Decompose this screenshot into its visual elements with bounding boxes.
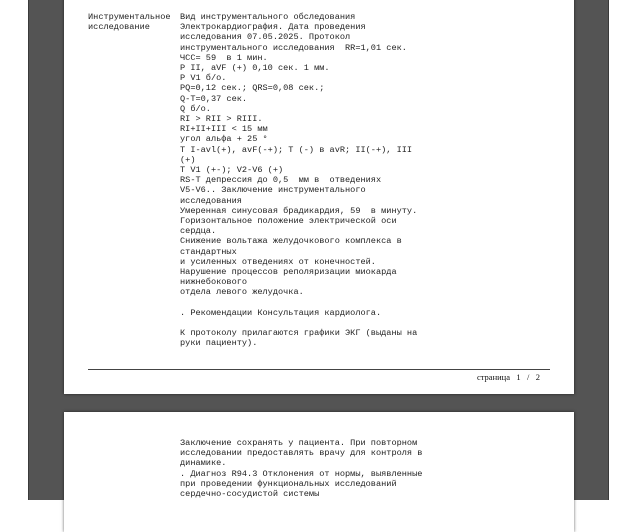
footer-divider — [88, 369, 550, 370]
text-line: нижнебокового — [180, 277, 248, 288]
section-label — [88, 12, 180, 32]
text-line — [180, 318, 420, 328]
text-line: Нарушение процессов реполяризации миокарда — [180, 267, 397, 278]
text-line: . Рекомендации Консультация кардиолога. — [180, 307, 382, 318]
text-line: сердечно-сосудистой системы — [180, 489, 320, 500]
text-line: PQ=0,12 сек.; QRS=0,08 сек.; — [180, 83, 325, 94]
text-line: исследовании предоставлять врачу для контроля в — [180, 448, 423, 459]
section-label-line: исследование — [88, 22, 150, 33]
text-line: инструментального исследования RR=1,01 сек. — [180, 42, 407, 53]
text-line: V5-V6.. Заключение инструментального — [180, 185, 366, 196]
text-line: P V1 б/о. — [180, 73, 227, 84]
text-line: угол альфа + 25 ° — [180, 134, 268, 145]
section-text — [180, 438, 423, 500]
text-line: Q-T=0,37 сек. — [180, 93, 248, 104]
text-line: Заключение сохранять у пациента. При повторном — [180, 438, 418, 448]
document-viewer[interactable] — [28, 0, 609, 500]
text-line: RI > RII > RIII. — [180, 114, 263, 125]
text-line: ЧСС= 59 в 1 мин. — [180, 52, 268, 63]
text-line: T V1 (+-); V2-V6 (+) — [180, 165, 284, 176]
text-line: сердца. — [180, 226, 217, 237]
text-line — [180, 298, 420, 308]
text-line: и усиленных отведениях от конечностей. — [180, 256, 376, 267]
text-line: Вид инструментального обследования — [180, 12, 356, 22]
section-label-line: Инструментальное — [88, 12, 171, 22]
text-line: P II, aVF (+) 0,10 сек. 1 мм. — [180, 63, 330, 74]
text-line: динамике. — [180, 458, 227, 469]
text-line: исследования 07.05.2025. Протокол — [180, 32, 351, 43]
document-page-2 — [64, 412, 574, 532]
text-line: отдела левого желудочка. — [180, 287, 304, 298]
text-line: RS-T депрессия до 0,5 мм в отведениях — [180, 175, 382, 186]
text-line: при проведении функциональных исследований — [180, 478, 397, 489]
page-number-label: страница — [476, 372, 510, 382]
text-line: руки пациенту). — [180, 338, 258, 349]
text-line: . Диагноз R94.3 Отклонения от нормы, выявленные — [180, 468, 423, 479]
page-number — [477, 372, 540, 382]
section-text — [180, 12, 420, 349]
text-line: Снижение вольтажа желудочкового комплекса в — [180, 236, 402, 247]
text-line: К протоколу прилагаются графики ЭКГ (выданы на — [180, 328, 418, 339]
text-line: исследования — [180, 195, 242, 206]
text-line: Горизонтальное положение электрической оси — [180, 216, 397, 227]
document-page-1 — [64, 0, 574, 394]
text-line: (+) — [180, 154, 196, 165]
text-line: Умеренная синусовая брадикардия, 59 в минуту. — [180, 205, 418, 216]
text-line: RI+II+III < 15 мм — [180, 124, 268, 135]
page-number-total: 2 — [535, 372, 540, 382]
text-line: T I-avl(+), avF(-+); T (-) в avR; II(-+), III — [180, 144, 413, 155]
text-line: Q б/о. — [180, 103, 211, 114]
text-line: Электрокардиография. Дата проведения — [180, 22, 366, 33]
page-number-current: 1 — [516, 372, 521, 382]
text-line: стандартных — [180, 246, 237, 257]
page-number-separator: / — [527, 372, 530, 382]
